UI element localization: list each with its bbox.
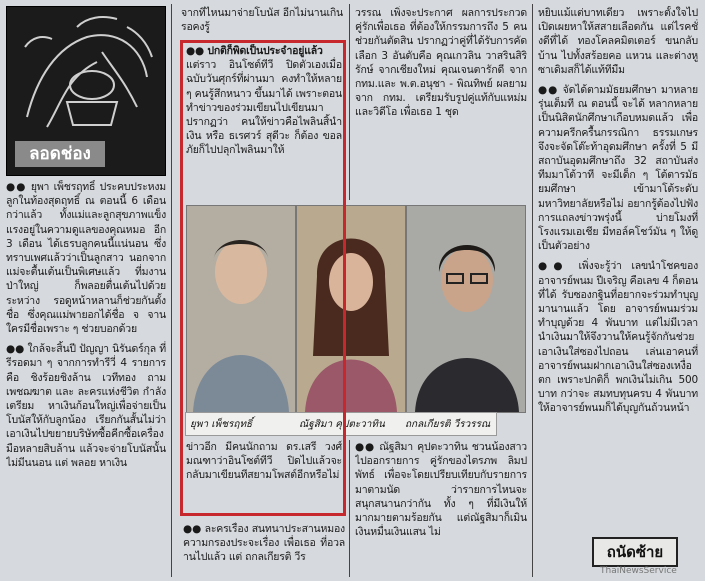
- caption-yupa: ยุพา เพ็ชรฤทธิ์: [190, 419, 253, 430]
- column-3-top: [355, 6, 527, 204]
- item-insight-head: ●● ปกติก็พิดเป็นประจำอยู่แล้ว: [186, 45, 323, 57]
- item-natsima: ●● ณัฐสิมา คุปตะวาทิน ชวนน้องสาวไปออกรายการ คู่รักของไตรภพ ลิมปพัทธ์ เพื่อจะโดยเปรียบเทียบกับรายการ มาตามนัด ว่ารายการไหนจะ สนุกสนานกว่ากัน ทั้ง ๆ ที่มีเงินให้มากมายตามร้อยกัน แต่ณัฐสิมาก็เมินเงินหมื่นเงินแสน ไม่: [355, 441, 527, 539]
- item-couple-contest: วรรณ เพิ่งจะประกาศ ผลการประกวดคู่รักเพื่อเธอ ที่ต้องให้กรรมการถึง 5 คนช่วยกันตัดสิน ปรากฏว่าคู่ที่ได้รับการคัดเลือก 3 อันดับคือ คุณเกวลิน วาสรินสิริรักษ์ จากเชียงใหม่ คุณเจนตารักดี จาก กทม.และ พ.ต.อนุชา - พิณทิพย์ ผลยาม จาก กทม. เตรียมรับรูปคู่แท้กับแหม่มและวิดีโอ เพื่อเธอ 1 ชุด: [355, 7, 527, 119]
- item-phanom: ●● เพิ่งจะรู้ว่า เลขนำโชคของอาจารย์พนม ปีเจริญ คือเลข 4 ก็ตอนที่ได้ รับซองกฐินที่อยากจะร่วมทำบุญมานานแล้ว โดย อาจารย์พนมร่วมทำบุญด้วย 4 พันบาท แต่ไม่มีเวลานำเงินมาให้จึงวานให้คนรู้จักกันช่วยเอาเงินใส่ซองไปถอน เล่นเอาคนที่อาจารย์พนมฝากเอาเงินใส่ซองเหงื่อตก เพราะปกติก็ พกเงินไม่เกิน 500 บาท กว่าจะ สมทบทุนครบ 4 พันบาทให้อาจารย์พนมก็ได้บุญกันถ้วนหน้า: [538, 260, 698, 415]
- column-2-bottom: [183, 522, 345, 578]
- column-2-boxed-bottom: [186, 440, 342, 510]
- column-divider: [349, 4, 350, 200]
- item-debate: ●● จัดได้ตามมัธยมศึกษา มาหลายรุ่นเต็มที ณ ตอนนี้ จะได้ หลากหลาย เป็นนิสิตนักศึกษาเกือบหมดแล้ว เพื่อความครีกครื้นกรรณิกา ธรรมเกษร จึงจะจัดโต๊ะท้าอุดมศึกษา ครั้งที่ 5 มีสถาบันอุดมศึกษาถึง 32 สถาบันส่งทีมมาโต้วาที จะมีเด็ก ๆ โต้ตารมัธยมศึกษา เข้ามาโต้ระดับมหาวิทยาลัยหรือไม่ อยากรู้ต้องไปฟังการแถลงข่าวพรุ่งนี้ บ่ายโมงที่โรงแรมเอเชีย มีทอล์คโชว์มัน ๆ ให้ดูเป็นตัวอย่าง: [538, 84, 698, 253]
- column-divider: [349, 440, 350, 577]
- item-panya: ●● ใกล้จะสิ้นปี ปัญญา นิรันดร์กุล ที่รีรอดมา ๆ จากการทำรีวี่ 4 รายการ คือ ชิงร้อยชิงล้าน เวทีทอง ถามเพชฌฆาต และ ละครแห่งชีวิต กำลังเตรียม หาเงินก้อนใหญ่เพื่อจ่ายเป็นโบนัสให้กับลูกน้อง เรียกกันสั้นไม่ว่า เอาเงินไปขยายบริษัทซื้อคีกซื้อเครื่องมือหลายสิบล้าน แล้วจะจ่ายโบนัสนั้นไม่มีนนอน แต่ พลอย หาเงิน: [6, 343, 166, 469]
- column-divider: [171, 4, 172, 577]
- column-2-top: [181, 6, 343, 38]
- caption-natsima: ณัฐสิมา คุปตะวาทิน: [299, 419, 385, 430]
- item-drama: ●● ละครเรื่อง สนทนาประสานหมองความกรองประจะเรื่อง เพื่อเธอ ที่อวลานไปแล้ว แต่ ถกลเกียรติ วีร: [183, 523, 345, 564]
- photo-thakonkiat: [406, 205, 526, 413]
- watermark-text: ThaiNewsService: [600, 566, 677, 576]
- column-divider: [532, 4, 533, 577]
- item-insight-body: แต่ราว อินโซต์ทีวี ปิดตัวเองเมื่อฉบับวันศุกร์ที่ผ่านมา คงทำให้หลาย ๆ คนรู้สึกหนาว ขึ้นมาได้ เพราะตอนทำข่าวของร่วมเขียนไปเขียนมา ปรากฏว่า คนให้ข่าวคือไพลินสิ้นำเงิน หรือ ธเรศวร์ สุดีวะ ก็ต้อง ขอลภัยก็ไปปลุกไพลินมาให้: [186, 59, 342, 157]
- column-title: ลอดช่อง: [15, 141, 105, 167]
- column-3-bottom: [355, 440, 527, 576]
- item-bonus-end: จากที่ไหนมาจ่ายโบนัส อีกไม่นานเกินรอคงรู้: [181, 7, 343, 34]
- item-yupa: ●● ยุพา เพ็ชรฤทธิ์ ประคบประหงมลูกในท้องสุดฤทธิ์ ณ ตอนนี้ 6 เดือนกว่าแล้ว ทั้งแม่และลูกสุขภาพแข็งแรงอยู่ในความดูแลของคุณหมอ อีก 3 เดือน ได้เธรบลูกคนนี้แน่นอน ซึ่ง ทราบเพศแล้วว่าเป็นลูกสาว นอกจากแม่จะตื้นเต้นเป็นพิเศษแล้ว ที่มงานป่าใหญ่ ก็พลอยตื่นเต้นไปด้วย ระหว่าง รอดูหน้าหลานก็ช่วยกันตั้งชื่อ ซึ่งคุณแม่พายอกได้ชื่อ จ จาน ใครมีชื่อเพราะ ๆ ช่วยบอกด้วย: [6, 181, 166, 336]
- photo-natsima: [296, 205, 406, 413]
- item-seri: ข่าวอีก มีคนนักถาม ดร.เสรี วงศ์มณฑาว่าอินโซต์ทีวี ปิดไปแล้วจะกลับมาเขียนทีสยามโพสต์อีกหรือไม่: [186, 441, 342, 482]
- column-logo-illustration: [7, 7, 165, 145]
- item-gold: หยิบแม้แต่บาทเดียว เพราะตั้งใจไปเปิดเผยหาให้สสายเลือดกัน แต่ไรคชั่งดีที่ได้ ทองโคลคมิตเตอร์ ขนกลับบ้าน ไปทั้งสร้อยคอ แหวน และต่างหู ซาเดิมสก็ได้แท้ทีมืม: [538, 7, 698, 76]
- column-logo: [6, 6, 166, 176]
- column-2-boxed: [186, 44, 342, 200]
- caption-thakonkiat: ถกลเกียรติ วีรวรรณ: [405, 419, 491, 430]
- columnist-signature: ถนัดซ้าย: [592, 537, 678, 567]
- column-1: [6, 180, 166, 575]
- photo-yupa: [186, 205, 296, 413]
- column-4: [538, 6, 698, 534]
